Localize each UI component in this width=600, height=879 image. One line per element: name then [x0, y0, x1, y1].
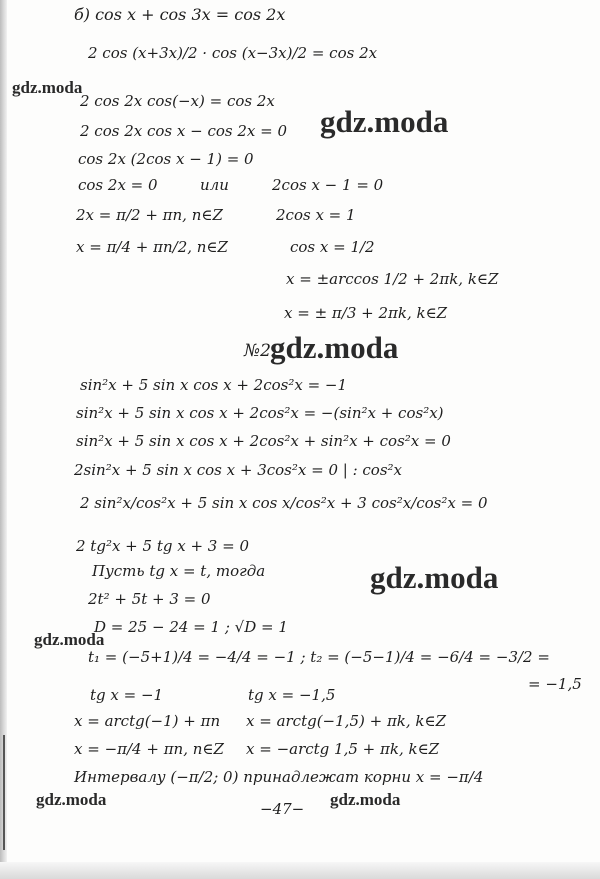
problem-number: №2 — [244, 341, 271, 361]
equation-line: x = ± π/3 + 2πk, k∈Z — [284, 304, 448, 322]
equation-line: tg x = −1,5 — [248, 686, 336, 704]
equation-line: 2sin²x + 5 sin x cos x + 3cos²x = 0 | : cos²x — [74, 461, 403, 479]
equation-line: б) cos x + cos 3x = cos 2x — [74, 5, 286, 24]
equation-line: x = −π/4 + πn, n∈Z — [74, 740, 224, 758]
equation-line: cos x = 1/2 — [290, 238, 375, 256]
equation-line: 2 cos (x+3x)/2 · cos (x−3x)/2 = cos 2x — [88, 44, 378, 62]
equation-line: 2cos x = 1 — [276, 206, 356, 224]
equation-line: x = arctg(−1) + πn — [74, 712, 221, 730]
equation-line: x = π/4 + πn/2, n∈Z — [76, 238, 228, 256]
equation-line: = −1,5 — [528, 675, 582, 693]
page-number: −47− — [260, 800, 305, 818]
binding-mark — [3, 735, 5, 850]
equation-line: 2t² + 5t + 3 = 0 — [88, 590, 211, 608]
equation-line: 2 cos 2x cos(−x) = cos 2x — [80, 92, 275, 110]
equation-line: 2 sin²x/cos²x + 5 sin x cos x/cos²x + 3 cos²x/cos²x = 0 — [80, 494, 488, 512]
equation-line: cos 2x = 0 — [78, 176, 158, 194]
equation-line: sin²x + 5 sin x cos x + 2cos²x = −(sin²x + cos²x) — [76, 404, 444, 422]
watermark: gdz.moda — [370, 560, 499, 595]
conjunction-word: или — [200, 176, 229, 194]
equation-line: cos 2x (2cos x − 1) = 0 — [78, 150, 254, 168]
equation-line: tg x = −1 — [90, 686, 164, 704]
page-bottom-edge — [0, 862, 600, 879]
equation-line: sin²x + 5 sin x cos x + 2cos²x + sin²x + cos²x = 0 — [76, 432, 451, 450]
equation-line: x = ±arccos 1/2 + 2πk, k∈Z — [286, 270, 499, 288]
equation-line: sin²x + 5 sin x cos x + 2cos²x = −1 — [80, 376, 348, 394]
equation-line: t₁ = (−5+1)/4 = −4/4 = −1 ; t₂ = (−5−1)/4 = −6/4 = −3/2 = — [88, 648, 550, 666]
equation-line: D = 25 − 24 = 1 ; √D = 1 — [94, 618, 288, 636]
watermark: gdz.moda — [320, 104, 449, 139]
equation-line: x = arctg(−1,5) + πk, k∈Z — [246, 712, 447, 730]
watermark: gdz.moda — [36, 790, 107, 809]
watermark: gdz.moda — [270, 330, 399, 365]
watermark: gdz.moda — [34, 630, 105, 649]
equation-line: 2x = π/2 + πn, n∈Z — [76, 206, 223, 224]
equation-line: 2 cos 2x cos x − cos 2x = 0 — [80, 122, 287, 140]
watermark: gdz.moda — [12, 78, 83, 97]
text-line: Интервалу (−π/2; 0) принадлежат корни x = −π/4 — [74, 768, 484, 786]
equation-line: 2cos x − 1 = 0 — [272, 176, 384, 194]
watermark: gdz.moda — [330, 790, 401, 809]
equation-line: x = −arctg 1,5 + πk, k∈Z — [246, 740, 440, 758]
equation-line: 2 tg²x + 5 tg x + 3 = 0 — [76, 537, 249, 555]
text-line: Пусть tg x = t, тогда — [92, 562, 266, 580]
